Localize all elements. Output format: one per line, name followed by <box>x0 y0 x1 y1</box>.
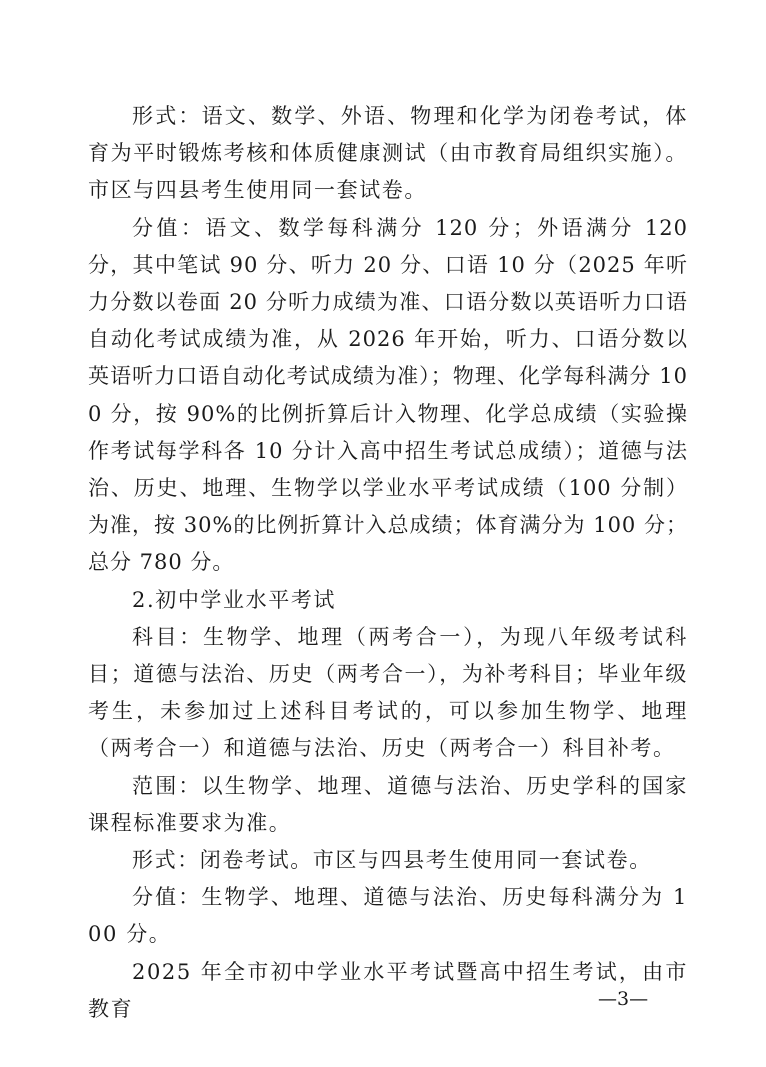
paragraph-subjects: 科目：生物学、地理（两考合一），为现八年级考试科目；道德与法治、历史（两考合一），为补考科目；毕业年级考生，未参加过上述科目考试的，可以参加生物学、地理（两考合一）和道德与法治、历史（两考合一）科目补考。 <box>88 624 688 761</box>
paragraph-exam-format: 形式：语文、数学、外语、物理和化学为闭卷考试，体育为平时锻炼考核和体质健康测试（由市教育局组织实施）。市区与四县考生使用同一套试卷。 <box>88 104 688 203</box>
paragraph-2025-exam: 2025 年全市初中学业水平考试暨高中招生考试，由市教育 <box>88 959 688 1021</box>
paragraph-scores: 分值：生物学、地理、道德与法治、历史每科满分为 100 分。 <box>88 885 688 947</box>
paragraph-score-values: 分值：语文、数学每科满分 120 分；外语满分 120 分，其中笔试 90 分、听力 20 分、口语 10 分（2025 年听力分数以卷面 20 分听力成绩为准、口语分数以英语听力口语自动化考试成绩为准，从 2026 年开始，听力、口语分数以英语听力口语自动化考试成绩为准）；物理、化学每科满分 100 分，按 90%的比例折算后计入物理、化学总成绩（实验操作考试每学科各 10 分计入高中招生考试总成绩）；道德与法治、历史、地理、生物学以学业水平考试成绩（100 分制）为准，按 30%的比例折算计入总成绩；体育满分为 100 分；总分 780 分。 <box>88 215 688 575</box>
paragraph-format: 形式：闭卷考试。市区与四县考生使用同一套试卷。 <box>132 848 652 873</box>
section-heading-academic-level-exam: 2.初中学业水平考试 <box>132 587 337 612</box>
document-body <box>88 98 688 1028</box>
paragraph-scope: 范围：以生物学、地理、道德与法治、历史学科的国家课程标准要求为准。 <box>88 773 688 835</box>
page-number: —3— <box>598 988 649 1010</box>
